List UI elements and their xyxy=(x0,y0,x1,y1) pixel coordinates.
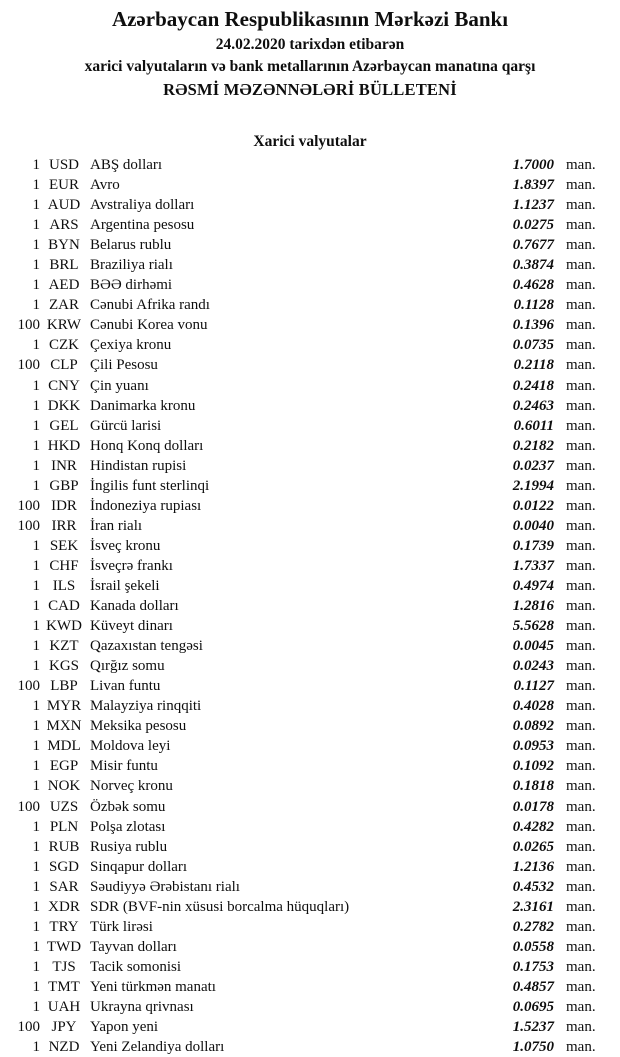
table-row xyxy=(8,315,604,335)
quantity: 1 xyxy=(32,197,40,214)
quantity: 1 xyxy=(32,878,40,895)
currency-code: KGS xyxy=(48,658,79,675)
effective-date: 24.02.2020 tarixdən etibarən xyxy=(215,36,405,53)
quantity: 1 xyxy=(32,978,40,995)
rate-value: 1.2816 xyxy=(512,598,554,615)
quantity: 100 xyxy=(17,317,40,334)
table-row xyxy=(8,756,604,776)
rate-value: 0.3874 xyxy=(512,257,554,274)
unit-label: man. xyxy=(566,718,596,735)
unit-label: man. xyxy=(566,658,596,675)
table-row xyxy=(8,295,604,315)
quantity: 1 xyxy=(32,417,40,434)
quantity: 1 xyxy=(32,858,40,875)
quantity: 1 xyxy=(32,818,40,835)
table-row xyxy=(8,736,604,756)
unit-label: man. xyxy=(566,157,596,173)
unit-label: man. xyxy=(566,898,596,915)
rate-value: 1.7337 xyxy=(512,557,554,574)
currency-code: BYN xyxy=(48,237,80,254)
rate-value: 0.1396 xyxy=(512,317,554,334)
currency-code: CHF xyxy=(49,557,79,574)
quantity: 1 xyxy=(32,718,40,735)
currency-code: NOK xyxy=(47,778,81,795)
currency-code: UAH xyxy=(47,998,81,1015)
rate-value: 0.0892 xyxy=(512,718,554,735)
currency-code: CAD xyxy=(48,598,80,615)
table-row xyxy=(8,797,604,817)
quantity: 1 xyxy=(32,758,40,775)
currency-code: RUB xyxy=(48,838,80,855)
currency-name: Sinqapur dolları xyxy=(90,858,188,875)
unit-label: man. xyxy=(566,1039,596,1056)
unit-label: man. xyxy=(566,798,596,815)
table-row xyxy=(8,957,604,977)
currency-code: AED xyxy=(48,277,80,294)
currency-name: Gürcü larisi xyxy=(90,417,162,434)
currency-name: İran rialı xyxy=(90,517,143,534)
rate-value: 0.0735 xyxy=(512,337,554,354)
rate-value: 1.0750 xyxy=(512,1039,554,1056)
currency-name: Səudiyyə Ərəbistanı rialı xyxy=(90,878,240,895)
rate-value: 0.0558 xyxy=(512,938,554,955)
quantity: 1 xyxy=(32,738,40,755)
currency-name: Tayvan dolları xyxy=(90,938,177,955)
table-row xyxy=(8,676,604,696)
bulletin-title: RƏSMİ MƏZƏNNƏLƏRİ BÜLLETENİ xyxy=(163,80,457,99)
currency-code: UZS xyxy=(49,798,79,815)
quantity: 1 xyxy=(32,557,40,574)
unit-label: man. xyxy=(566,638,596,655)
quantity: 1 xyxy=(32,577,40,594)
quantity: 100 xyxy=(17,497,40,514)
quantity: 1 xyxy=(32,157,40,173)
rate-value: 0.0275 xyxy=(512,217,554,234)
unit-label: man. xyxy=(566,377,596,394)
unit-label: man. xyxy=(566,397,596,414)
unit-label: man. xyxy=(566,958,596,975)
unit-label: man. xyxy=(566,978,596,995)
quantity: 1 xyxy=(32,638,40,655)
table-row xyxy=(8,616,604,636)
currency-name: Ukrayna qrivnası xyxy=(90,998,194,1015)
table-row xyxy=(8,155,604,175)
table-row xyxy=(8,576,604,596)
bulletin-subtitle: xarici valyutaların və bank metallarının Azərbaycan manatına qarşı xyxy=(84,58,536,75)
rate-value: 2.1994 xyxy=(512,477,554,494)
currency-code: KZT xyxy=(49,638,79,655)
table-row xyxy=(8,195,604,215)
currency-code: DKK xyxy=(47,397,81,414)
quantity: 1 xyxy=(32,297,40,314)
rate-value: 1.5237 xyxy=(512,1019,554,1036)
rate-value: 0.0243 xyxy=(512,658,554,675)
currency-name: Avstraliya dolları xyxy=(90,197,195,214)
table-row xyxy=(8,776,604,796)
rate-value: 0.4532 xyxy=(512,878,554,895)
table-row xyxy=(8,215,604,235)
table-row xyxy=(8,536,604,556)
quantity: 1 xyxy=(32,658,40,675)
bank-name: Azərbaycan Respublikasının Mərkəzi Bankı xyxy=(111,7,509,31)
rate-value: 0.6011 xyxy=(513,417,554,434)
rate-value: 0.7677 xyxy=(512,237,554,254)
rate-value: 5.5628 xyxy=(512,618,554,635)
rate-value: 0.4628 xyxy=(512,277,554,294)
rate-value: 0.2418 xyxy=(512,377,554,394)
currency-name: Avro xyxy=(90,177,120,194)
currency-code: XDR xyxy=(48,898,80,915)
rate-value: 0.2782 xyxy=(512,918,554,935)
rates-table xyxy=(0,155,620,1057)
currency-name: Livan funtu xyxy=(90,678,161,695)
unit-label: man. xyxy=(566,457,596,474)
currency-name: Yapon yeni xyxy=(90,1019,159,1036)
unit-label: man. xyxy=(566,577,596,594)
rate-value: 0.0040 xyxy=(512,517,554,534)
unit-label: man. xyxy=(566,778,596,795)
quantity: 1 xyxy=(32,1039,40,1056)
rate-value: 0.1127 xyxy=(513,678,554,695)
rate-value: 0.4282 xyxy=(512,818,554,835)
quantity: 1 xyxy=(32,778,40,795)
quantity: 100 xyxy=(17,678,40,695)
currency-name: Cənubi Afrika randı xyxy=(90,297,210,314)
section-title-foreign-currencies: Xarici valyutalar xyxy=(253,133,367,150)
currency-name: Yeni Zelandiya dolları xyxy=(90,1039,225,1056)
quantity: 1 xyxy=(32,838,40,855)
table-row xyxy=(8,516,604,536)
rate-value: 1.1237 xyxy=(512,197,554,214)
currency-code: ZAR xyxy=(49,297,79,314)
quantity: 1 xyxy=(32,938,40,955)
currency-name: Çili Pesosu xyxy=(90,357,158,374)
unit-label: man. xyxy=(566,277,596,294)
currency-name: Qazaxıstan tengəsi xyxy=(90,638,203,655)
table-row xyxy=(8,235,604,255)
currency-name: Honq Konq dolları xyxy=(90,437,204,454)
currency-code: KWD xyxy=(46,618,82,635)
currency-name: İsveç kronu xyxy=(90,537,161,554)
quantity: 1 xyxy=(32,998,40,1015)
currency-name: Danimarka kronu xyxy=(90,397,196,414)
rate-value: 0.0953 xyxy=(512,738,554,755)
rate-value: 0.4028 xyxy=(512,698,554,715)
rate-value: 0.0045 xyxy=(512,638,554,655)
currency-code: IRR xyxy=(51,517,77,534)
quantity: 1 xyxy=(32,437,40,454)
table-row xyxy=(8,817,604,837)
unit-label: man. xyxy=(566,557,596,574)
unit-label: man. xyxy=(566,738,596,755)
currency-code: IDR xyxy=(51,497,77,514)
currency-code: SAR xyxy=(49,878,79,895)
unit-label: man. xyxy=(566,918,596,935)
currency-name: ABŞ dolları xyxy=(90,157,163,173)
table-row xyxy=(8,1037,604,1057)
currency-code: CZK xyxy=(49,337,79,354)
rate-value: 0.1092 xyxy=(512,758,554,775)
unit-label: man. xyxy=(566,257,596,274)
unit-label: man. xyxy=(566,297,596,314)
unit-label: man. xyxy=(566,818,596,835)
quantity: 1 xyxy=(32,457,40,474)
currency-code: JPY xyxy=(51,1019,77,1036)
quantity: 1 xyxy=(32,257,40,274)
table-row xyxy=(8,897,604,917)
unit-label: man. xyxy=(566,678,596,695)
currency-code: NZD xyxy=(48,1039,80,1056)
table-row xyxy=(8,696,604,716)
rate-value: 1.2136 xyxy=(512,858,554,875)
rate-value: 0.0237 xyxy=(512,457,554,474)
table-row xyxy=(8,656,604,676)
table-row xyxy=(8,937,604,957)
table-row xyxy=(8,275,604,295)
table-row xyxy=(8,837,604,857)
unit-label: man. xyxy=(566,497,596,514)
rate-value: 1.7000 xyxy=(512,157,554,173)
currency-code: CNY xyxy=(48,377,80,394)
table-row xyxy=(8,556,604,576)
table-row xyxy=(8,456,604,476)
unit-label: man. xyxy=(566,858,596,875)
currency-name: Meksika pesosu xyxy=(90,718,187,735)
currency-code: PLN xyxy=(49,818,79,835)
table-row xyxy=(8,436,604,456)
currency-code: BRL xyxy=(49,257,79,274)
unit-label: man. xyxy=(566,998,596,1015)
rate-value: 0.4857 xyxy=(512,978,554,995)
quantity: 1 xyxy=(32,477,40,494)
quantity: 1 xyxy=(32,918,40,935)
quantity: 1 xyxy=(32,217,40,234)
currency-code: TJS xyxy=(52,958,76,975)
currency-name: Polşa zlotası xyxy=(90,818,166,835)
table-row xyxy=(8,716,604,736)
unit-label: man. xyxy=(566,217,596,234)
rate-value: 2.3161 xyxy=(512,898,554,915)
currency-code: HKD xyxy=(47,437,81,454)
currency-code: EGP xyxy=(49,758,79,775)
quantity: 1 xyxy=(32,958,40,975)
quantity: 1 xyxy=(32,397,40,414)
currency-code: SEK xyxy=(49,537,79,554)
currency-name: Özbək somu xyxy=(90,798,166,815)
currency-code: LBP xyxy=(50,678,78,695)
currency-code: TWD xyxy=(46,938,82,955)
quantity: 1 xyxy=(32,277,40,294)
rate-value: 0.0695 xyxy=(512,998,554,1015)
currency-code: CLP xyxy=(50,357,78,374)
currency-code: GBP xyxy=(49,477,79,494)
currency-name: İsrail şekeli xyxy=(90,577,160,594)
rate-value: 0.1753 xyxy=(512,958,554,975)
currency-code: USD xyxy=(48,157,79,173)
table-row xyxy=(8,596,604,616)
table-row xyxy=(8,977,604,997)
unit-label: man. xyxy=(566,517,596,534)
currency-name: Moldova leyi xyxy=(90,738,171,755)
currency-name: Türk lirəsi xyxy=(90,918,153,935)
currency-code: GEL xyxy=(49,417,79,434)
currency-code: EUR xyxy=(49,177,79,194)
rate-value: 0.2118 xyxy=(513,357,554,374)
currency-code: AUD xyxy=(47,197,81,214)
currency-name: Belarus rublu xyxy=(90,237,172,254)
currency-code: KRW xyxy=(46,317,82,334)
currency-name: Tacik somonisi xyxy=(90,958,182,975)
unit-label: man. xyxy=(566,197,596,214)
table-row xyxy=(8,416,604,436)
quantity: 1 xyxy=(32,618,40,635)
currency-name: Yeni türkmən manatı xyxy=(90,978,216,995)
currency-name: Malayziya rinqqiti xyxy=(90,698,202,715)
rate-value: 0.0265 xyxy=(512,838,554,855)
unit-label: man. xyxy=(566,317,596,334)
bulletin-header xyxy=(0,0,620,101)
table-row xyxy=(8,636,604,656)
table-row xyxy=(8,335,604,355)
rate-value: 0.0178 xyxy=(512,798,554,815)
currency-name: İsveçrə frankı xyxy=(90,557,173,574)
rate-value: 0.2182 xyxy=(512,437,554,454)
quantity: 1 xyxy=(32,698,40,715)
currency-name: Qırğız somu xyxy=(90,658,165,675)
table-row xyxy=(8,476,604,496)
quantity: 1 xyxy=(32,377,40,394)
unit-label: man. xyxy=(566,938,596,955)
unit-label: man. xyxy=(566,337,596,354)
rate-value: 0.1128 xyxy=(513,297,554,314)
currency-name: Çin yuanı xyxy=(90,377,149,394)
quantity: 100 xyxy=(17,1019,40,1036)
quantity: 100 xyxy=(17,517,40,534)
currency-code: MXN xyxy=(46,718,82,735)
currency-code: MYR xyxy=(46,698,82,715)
unit-label: man. xyxy=(566,758,596,775)
table-row xyxy=(8,877,604,897)
currency-name: Hindistan rupisi xyxy=(90,457,187,474)
unit-label: man. xyxy=(566,1019,596,1036)
currency-name: İndoneziya rupiası xyxy=(90,497,202,514)
table-row xyxy=(8,917,604,937)
currency-name: İngilis funt sterlinqi xyxy=(90,477,210,494)
quantity: 1 xyxy=(32,898,40,915)
unit-label: man. xyxy=(566,237,596,254)
table-row xyxy=(8,496,604,516)
unit-label: man. xyxy=(566,698,596,715)
rate-value: 0.4974 xyxy=(512,577,554,594)
unit-label: man. xyxy=(566,177,596,194)
currency-name: Misir funtu xyxy=(90,758,158,775)
currency-code: TMT xyxy=(48,978,80,995)
currency-name: Argentina pesosu xyxy=(90,217,195,234)
rate-value: 0.2463 xyxy=(512,397,554,414)
unit-label: man. xyxy=(566,417,596,434)
currency-code: INR xyxy=(51,457,77,474)
rate-value: 0.1818 xyxy=(512,778,554,795)
table-row xyxy=(8,175,604,195)
currency-code: TRY xyxy=(49,918,79,935)
unit-label: man. xyxy=(566,437,596,454)
currency-code: ILS xyxy=(52,577,76,594)
table-row xyxy=(8,997,604,1017)
currency-name: Norveç kronu xyxy=(90,778,173,795)
unit-label: man. xyxy=(566,838,596,855)
table-row xyxy=(8,355,604,375)
currency-name: Cənubi Korea vonu xyxy=(90,317,208,334)
currency-name: Rusiya rublu xyxy=(90,838,168,855)
unit-label: man. xyxy=(566,357,596,374)
rate-value: 1.8397 xyxy=(512,177,554,194)
currency-name: SDR (BVF-nin xüsusi borcalma hüquqları) xyxy=(90,898,350,915)
unit-label: man. xyxy=(566,537,596,554)
quantity: 100 xyxy=(17,798,40,815)
quantity: 1 xyxy=(32,598,40,615)
unit-label: man. xyxy=(566,618,596,635)
quantity: 1 xyxy=(32,177,40,194)
currency-name: Küveyt dinarı xyxy=(90,618,173,635)
quantity: 100 xyxy=(17,357,40,374)
table-row xyxy=(8,396,604,416)
unit-label: man. xyxy=(566,598,596,615)
currency-code: MDL xyxy=(47,738,81,755)
table-row xyxy=(8,857,604,877)
table-row xyxy=(8,255,604,275)
currency-name: Çexiya kronu xyxy=(90,337,172,354)
quantity: 1 xyxy=(32,237,40,254)
currency-code: SGD xyxy=(48,858,79,875)
currency-code: ARS xyxy=(49,217,79,234)
quantity: 1 xyxy=(32,537,40,554)
unit-label: man. xyxy=(566,878,596,895)
unit-label: man. xyxy=(566,477,596,494)
currency-name: Braziliya rialı xyxy=(90,257,173,274)
table-row xyxy=(8,376,604,396)
rate-value: 0.0122 xyxy=(512,497,554,514)
currency-name: Kanada dolları xyxy=(90,598,179,615)
quantity: 1 xyxy=(32,337,40,354)
currency-name: BƏƏ dirhəmi xyxy=(90,277,173,294)
rate-value: 0.1739 xyxy=(512,537,554,554)
table-row xyxy=(8,1017,604,1037)
